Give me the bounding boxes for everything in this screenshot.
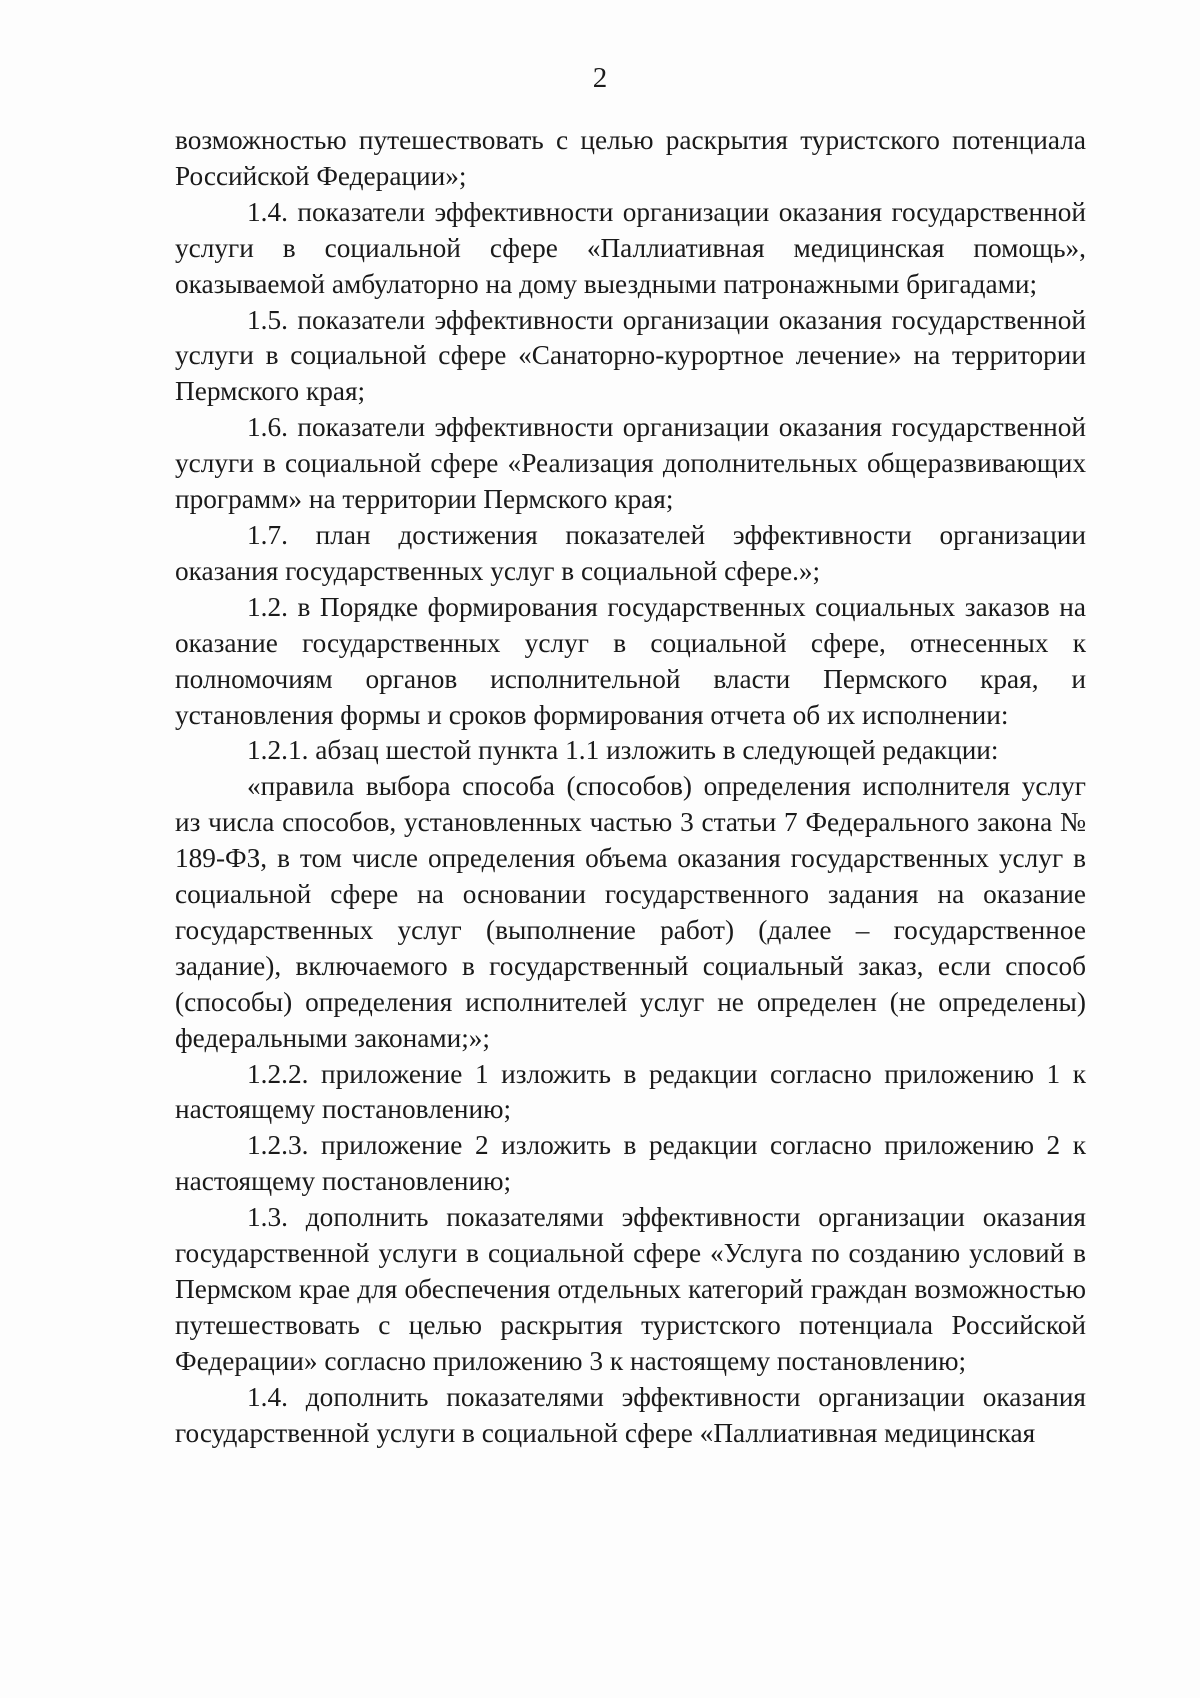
paragraph-item-1-2-3: 1.2.3. приложение 2 изложить в редакции согласно приложению 2 к настоящему постановлению; <box>175 1130 1086 1197</box>
paragraph-item-1-7: 1.7. план достижения показателей эффективности организации оказания государственных услуг в социальной сфере.»; <box>175 519 1086 586</box>
paragraph-quoted-rule: «правила выбора способа (способов) определения исполнителя услуг из числа способов, установленных частью 3 статьи 7 Федерального закона № 189-ФЗ, в том числе определения объема оказания государственных услуг в социальной сфере на основании государственного задания на оказание государственных услуг (выполнение работ) (далее – государственное задание), включаемого в государственный социальный заказ, если способ (способы) определения исполнителей услуг не определен (не определены) федеральными законами;»; <box>175 771 1086 1053</box>
document-body <box>175 123 1086 1452</box>
paragraph-item-1-2-2: 1.2.2. приложение 1 изложить в редакции согласно приложению 1 к настоящему постановлению; <box>175 1058 1086 1125</box>
paragraph-continuation: возможностью путешествовать с целью раскрытия туристского потенциала Российской Федерации»; <box>175 125 1086 191</box>
paragraph-item-1-2-1: 1.2.1. абзац шестой пункта 1.1 изложить в следующей редакции: <box>247 735 999 766</box>
paragraph-item-1-4-supplement: 1.4. дополнить показателями эффективности организации оказания государственной услуги в социальной сфере «Паллиативная медицинская <box>175 1381 1086 1448</box>
paragraph-item-1-6: 1.6. показатели эффективности организации оказания государственной услуги в социальной сфере «Реализация дополнительных общеразвивающих программ» на территории Пермского края; <box>175 412 1086 515</box>
page-number: 2 <box>592 62 608 94</box>
paragraph-item-1-4: 1.4. показатели эффективности организации оказания государственной услуги в социальной сфере «Паллиативная медицинская помощь», оказываемой амбулаторно на дому выездными патронажными бригадами; <box>175 196 1086 299</box>
paragraph-item-1-3: 1.3. дополнить показателями эффективности организации оказания государственной услуги в социальной сфере «Услуга по созданию условий в Пермском крае для обеспечения отдельных категорий граждан возможностью путешествовать с целью раскрытия туристского потенциала Российской Федерации» согласно приложению 3 к настоящему постановлению; <box>175 1202 1086 1376</box>
paragraph-item-1-2: 1.2. в Порядке формирования государственных социальных заказов на оказание государственных услуг в социальной сфере, отнесенных к полномочиям органов исполнительной власти Пермского края, и установления формы и сроков формирования отчета об их исполнении: <box>175 591 1086 730</box>
paragraph-item-1-5: 1.5. показатели эффективности организации оказания государственной услуги в социальной сфере «Санаторно-курортное лечение» на территории Пермского края; <box>175 304 1086 407</box>
